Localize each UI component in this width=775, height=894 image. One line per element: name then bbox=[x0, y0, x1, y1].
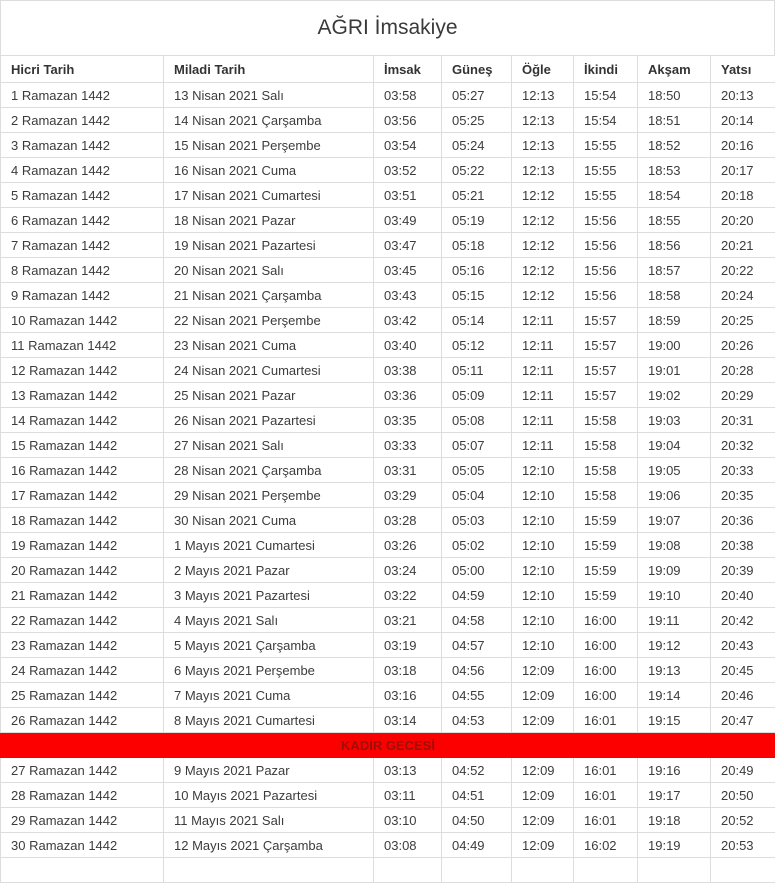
imsak-cell: 03:52 bbox=[374, 158, 442, 183]
hicri-tarih-cell: 14 Ramazan 1442 bbox=[1, 408, 164, 433]
hicri-tarih-cell: 1 Ramazan 1442 bbox=[1, 83, 164, 108]
miladi-tarih-cell: 23 Nisan 2021 Cuma bbox=[164, 333, 374, 358]
ikindi-cell: 16:01 bbox=[574, 808, 638, 833]
yatsi-cell: 20:31 bbox=[711, 408, 775, 433]
miladi-tarih-cell: 3 Mayıs 2021 Pazartesi bbox=[164, 583, 374, 608]
column-header-aksam: Akşam bbox=[638, 56, 711, 83]
aksam-cell: 18:55 bbox=[638, 208, 711, 233]
imsak-cell: 03:54 bbox=[374, 133, 442, 158]
yatsi-cell: 20:52 bbox=[711, 808, 775, 833]
gunes-cell: 05:00 bbox=[442, 558, 512, 583]
column-header-yatsi: Yatsı bbox=[711, 56, 775, 83]
hicri-tarih-cell: 11 Ramazan 1442 bbox=[1, 333, 164, 358]
aksam-cell: 19:07 bbox=[638, 508, 711, 533]
miladi-tarih-cell: 11 Mayıs 2021 Salı bbox=[164, 808, 374, 833]
ogle-cell: 12:09 bbox=[512, 808, 574, 833]
hicri-tarih-cell: 20 Ramazan 1442 bbox=[1, 558, 164, 583]
gunes-cell: 05:18 bbox=[442, 233, 512, 258]
imsak-cell: 03:43 bbox=[374, 283, 442, 308]
imsak-cell: 03:22 bbox=[374, 583, 442, 608]
miladi-tarih-cell: 7 Mayıs 2021 Cuma bbox=[164, 683, 374, 708]
gunes-cell: 04:56 bbox=[442, 658, 512, 683]
ogle-cell: 12:11 bbox=[512, 383, 574, 408]
prayer-table-body bbox=[1, 83, 775, 883]
gunes-cell: 04:52 bbox=[442, 758, 512, 783]
gunes-cell: 05:25 bbox=[442, 108, 512, 133]
gunes-cell: 05:24 bbox=[442, 133, 512, 158]
ikindi-cell: 16:02 bbox=[574, 833, 638, 858]
hicri-tarih-cell: 28 Ramazan 1442 bbox=[1, 783, 164, 808]
ikindi-cell: 15:55 bbox=[574, 133, 638, 158]
table-header bbox=[1, 56, 775, 83]
miladi-tarih-cell: 24 Nisan 2021 Cumartesi bbox=[164, 358, 374, 383]
table-row bbox=[1, 283, 775, 308]
ogle-cell: 12:10 bbox=[512, 583, 574, 608]
table-row bbox=[1, 633, 775, 658]
ogle-cell: 12:09 bbox=[512, 783, 574, 808]
hicri-tarih-cell bbox=[1, 858, 164, 883]
table-row bbox=[1, 583, 775, 608]
table-row bbox=[1, 483, 775, 508]
miladi-tarih-cell: 8 Mayıs 2021 Cumartesi bbox=[164, 708, 374, 733]
miladi-tarih-cell: 29 Nisan 2021 Perşembe bbox=[164, 483, 374, 508]
miladi-tarih-cell: 21 Nisan 2021 Çarşamba bbox=[164, 283, 374, 308]
imsak-cell: 03:19 bbox=[374, 633, 442, 658]
ikindi-cell: 16:00 bbox=[574, 683, 638, 708]
miladi-tarih-cell: 16 Nisan 2021 Cuma bbox=[164, 158, 374, 183]
yatsi-cell: 20:13 bbox=[711, 83, 775, 108]
table-row bbox=[1, 533, 775, 558]
aksam-cell: 19:18 bbox=[638, 808, 711, 833]
column-header-gunes: Güneş bbox=[442, 56, 512, 83]
hicri-tarih-cell: 18 Ramazan 1442 bbox=[1, 508, 164, 533]
ikindi-cell: 16:00 bbox=[574, 608, 638, 633]
imsak-cell bbox=[374, 858, 442, 883]
ikindi-cell: 16:01 bbox=[574, 708, 638, 733]
ikindi-cell: 16:01 bbox=[574, 758, 638, 783]
ogle-cell: 12:10 bbox=[512, 633, 574, 658]
hicri-tarih-cell: 10 Ramazan 1442 bbox=[1, 308, 164, 333]
yatsi-cell: 20:45 bbox=[711, 658, 775, 683]
aksam-cell: 19:19 bbox=[638, 833, 711, 858]
table-row bbox=[1, 208, 775, 233]
yatsi-cell: 20:32 bbox=[711, 433, 775, 458]
hicri-tarih-cell: 19 Ramazan 1442 bbox=[1, 533, 164, 558]
hicri-tarih-cell: 23 Ramazan 1442 bbox=[1, 633, 164, 658]
table-row bbox=[1, 858, 775, 883]
hicri-tarih-cell: 15 Ramazan 1442 bbox=[1, 433, 164, 458]
hicri-tarih-cell: 9 Ramazan 1442 bbox=[1, 283, 164, 308]
hicri-tarih-cell: 26 Ramazan 1442 bbox=[1, 708, 164, 733]
ogle-cell: 12:10 bbox=[512, 558, 574, 583]
miladi-tarih-cell: 13 Nisan 2021 Salı bbox=[164, 83, 374, 108]
hicri-tarih-cell: 29 Ramazan 1442 bbox=[1, 808, 164, 833]
imsak-cell: 03:26 bbox=[374, 533, 442, 558]
aksam-cell: 19:13 bbox=[638, 658, 711, 683]
imsak-cell: 03:56 bbox=[374, 108, 442, 133]
miladi-tarih-cell: 15 Nisan 2021 Perşembe bbox=[164, 133, 374, 158]
aksam-cell: 19:16 bbox=[638, 758, 711, 783]
ogle-cell: 12:09 bbox=[512, 683, 574, 708]
miladi-tarih-cell: 4 Mayıs 2021 Salı bbox=[164, 608, 374, 633]
gunes-cell: 05:05 bbox=[442, 458, 512, 483]
yatsi-cell: 20:39 bbox=[711, 558, 775, 583]
yatsi-cell: 20:21 bbox=[711, 233, 775, 258]
hicri-tarih-cell: 12 Ramazan 1442 bbox=[1, 358, 164, 383]
gunes-cell: 05:15 bbox=[442, 283, 512, 308]
ogle-cell: 12:10 bbox=[512, 608, 574, 633]
ikindi-cell: 15:59 bbox=[574, 508, 638, 533]
gunes-cell: 05:09 bbox=[442, 383, 512, 408]
ogle-cell: 12:10 bbox=[512, 458, 574, 483]
yatsi-cell: 20:20 bbox=[711, 208, 775, 233]
ikindi-cell: 16:01 bbox=[574, 783, 638, 808]
imsak-cell: 03:47 bbox=[374, 233, 442, 258]
aksam-cell: 18:51 bbox=[638, 108, 711, 133]
yatsi-cell: 20:25 bbox=[711, 308, 775, 333]
miladi-tarih-cell: 18 Nisan 2021 Pazar bbox=[164, 208, 374, 233]
yatsi-cell: 20:29 bbox=[711, 383, 775, 408]
table-row bbox=[1, 133, 775, 158]
yatsi-cell: 20:43 bbox=[711, 633, 775, 658]
ikindi-cell: 15:58 bbox=[574, 408, 638, 433]
aksam-cell: 18:58 bbox=[638, 283, 711, 308]
gunes-cell: 04:55 bbox=[442, 683, 512, 708]
table-row bbox=[1, 233, 775, 258]
ogle-cell: 12:12 bbox=[512, 283, 574, 308]
aksam-cell: 18:50 bbox=[638, 83, 711, 108]
ikindi-cell: 15:56 bbox=[574, 233, 638, 258]
aksam-cell: 19:00 bbox=[638, 333, 711, 358]
miladi-tarih-cell: 26 Nisan 2021 Pazartesi bbox=[164, 408, 374, 433]
ogle-cell: 12:13 bbox=[512, 108, 574, 133]
imsak-cell: 03:45 bbox=[374, 258, 442, 283]
imsak-cell: 03:31 bbox=[374, 458, 442, 483]
aksam-cell: 18:57 bbox=[638, 258, 711, 283]
aksam-cell: 19:05 bbox=[638, 458, 711, 483]
ogle-cell: 12:13 bbox=[512, 83, 574, 108]
imsak-cell: 03:58 bbox=[374, 83, 442, 108]
miladi-tarih-cell: 12 Mayıs 2021 Çarşamba bbox=[164, 833, 374, 858]
column-header-miladi-tarih: Miladi Tarih bbox=[164, 56, 374, 83]
yatsi-cell: 20:24 bbox=[711, 283, 775, 308]
ikindi-cell: 16:00 bbox=[574, 633, 638, 658]
ikindi-cell: 15:55 bbox=[574, 158, 638, 183]
ogle-cell: 12:10 bbox=[512, 508, 574, 533]
ikindi-cell: 15:59 bbox=[574, 558, 638, 583]
ogle-cell: 12:13 bbox=[512, 158, 574, 183]
yatsi-cell: 20:42 bbox=[711, 608, 775, 633]
ikindi-cell: 15:57 bbox=[574, 333, 638, 358]
ogle-cell: 12:11 bbox=[512, 433, 574, 458]
ogle-cell: 12:12 bbox=[512, 233, 574, 258]
hicri-tarih-cell: 30 Ramazan 1442 bbox=[1, 833, 164, 858]
imsak-cell: 03:51 bbox=[374, 183, 442, 208]
ikindi-cell: 15:56 bbox=[574, 208, 638, 233]
yatsi-cell: 20:14 bbox=[711, 108, 775, 133]
ogle-cell bbox=[512, 858, 574, 883]
ikindi-cell: 15:57 bbox=[574, 383, 638, 408]
gunes-cell: 05:03 bbox=[442, 508, 512, 533]
aksam-cell: 18:59 bbox=[638, 308, 711, 333]
table-row bbox=[1, 608, 775, 633]
miladi-tarih-cell: 27 Nisan 2021 Salı bbox=[164, 433, 374, 458]
gunes-cell: 05:11 bbox=[442, 358, 512, 383]
hicri-tarih-cell: 7 Ramazan 1442 bbox=[1, 233, 164, 258]
ikindi-cell: 15:59 bbox=[574, 533, 638, 558]
aksam-cell: 19:12 bbox=[638, 633, 711, 658]
ogle-cell: 12:10 bbox=[512, 483, 574, 508]
imsak-cell: 03:16 bbox=[374, 683, 442, 708]
hicri-tarih-cell: 8 Ramazan 1442 bbox=[1, 258, 164, 283]
imsak-cell: 03:14 bbox=[374, 708, 442, 733]
miladi-tarih-cell: 20 Nisan 2021 Salı bbox=[164, 258, 374, 283]
imsak-cell: 03:13 bbox=[374, 758, 442, 783]
miladi-tarih-cell: 5 Mayıs 2021 Çarşamba bbox=[164, 633, 374, 658]
ogle-cell: 12:13 bbox=[512, 133, 574, 158]
miladi-tarih-cell: 2 Mayıs 2021 Pazar bbox=[164, 558, 374, 583]
hicri-tarih-cell: 22 Ramazan 1442 bbox=[1, 608, 164, 633]
gunes-cell: 05:19 bbox=[442, 208, 512, 233]
aksam-cell: 19:11 bbox=[638, 608, 711, 633]
gunes-cell: 04:57 bbox=[442, 633, 512, 658]
ikindi-cell: 15:58 bbox=[574, 433, 638, 458]
column-header-imsak: İmsak bbox=[374, 56, 442, 83]
aksam-cell: 19:04 bbox=[638, 433, 711, 458]
table-row bbox=[1, 708, 775, 733]
ikindi-cell: 16:00 bbox=[574, 658, 638, 683]
miladi-tarih-cell: 17 Nisan 2021 Cumartesi bbox=[164, 183, 374, 208]
miladi-tarih-cell: 10 Mayıs 2021 Pazartesi bbox=[164, 783, 374, 808]
imsak-cell: 03:49 bbox=[374, 208, 442, 233]
table-row bbox=[1, 308, 775, 333]
yatsi-cell: 20:53 bbox=[711, 833, 775, 858]
header-row bbox=[1, 56, 775, 83]
yatsi-cell: 20:49 bbox=[711, 758, 775, 783]
aksam-cell: 19:09 bbox=[638, 558, 711, 583]
gunes-cell: 05:21 bbox=[442, 183, 512, 208]
ikindi-cell: 15:59 bbox=[574, 583, 638, 608]
gunes-cell: 05:02 bbox=[442, 533, 512, 558]
ikindi-cell: 15:54 bbox=[574, 108, 638, 133]
table-row bbox=[1, 108, 775, 133]
kadir-gecesi-label: KADİR GECESİ bbox=[1, 733, 775, 758]
imsak-cell: 03:24 bbox=[374, 558, 442, 583]
aksam-cell: 18:53 bbox=[638, 158, 711, 183]
aksam-cell: 19:14 bbox=[638, 683, 711, 708]
ogle-cell: 12:11 bbox=[512, 408, 574, 433]
hicri-tarih-cell: 24 Ramazan 1442 bbox=[1, 658, 164, 683]
ikindi-cell bbox=[574, 858, 638, 883]
ikindi-cell: 15:55 bbox=[574, 183, 638, 208]
aksam-cell: 18:56 bbox=[638, 233, 711, 258]
yatsi-cell: 20:40 bbox=[711, 583, 775, 608]
gunes-cell: 05:07 bbox=[442, 433, 512, 458]
imsak-cell: 03:36 bbox=[374, 383, 442, 408]
imsak-cell: 03:21 bbox=[374, 608, 442, 633]
gunes-cell: 05:08 bbox=[442, 408, 512, 433]
hicri-tarih-cell: 13 Ramazan 1442 bbox=[1, 383, 164, 408]
ogle-cell: 12:12 bbox=[512, 258, 574, 283]
yatsi-cell: 20:35 bbox=[711, 483, 775, 508]
yatsi-cell bbox=[711, 858, 775, 883]
hicri-tarih-cell: 4 Ramazan 1442 bbox=[1, 158, 164, 183]
yatsi-cell: 20:16 bbox=[711, 133, 775, 158]
aksam-cell: 19:10 bbox=[638, 583, 711, 608]
table-row bbox=[1, 383, 775, 408]
hicri-tarih-cell: 5 Ramazan 1442 bbox=[1, 183, 164, 208]
imsak-cell: 03:40 bbox=[374, 333, 442, 358]
yatsi-cell: 20:18 bbox=[711, 183, 775, 208]
table-row bbox=[1, 808, 775, 833]
aksam-cell: 19:08 bbox=[638, 533, 711, 558]
aksam-cell: 19:17 bbox=[638, 783, 711, 808]
ikindi-cell: 15:57 bbox=[574, 358, 638, 383]
table-row bbox=[1, 183, 775, 208]
gunes-cell: 05:14 bbox=[442, 308, 512, 333]
ogle-cell: 12:11 bbox=[512, 333, 574, 358]
table-row bbox=[1, 458, 775, 483]
ikindi-cell: 15:56 bbox=[574, 258, 638, 283]
gunes-cell: 04:53 bbox=[442, 708, 512, 733]
prayer-times-table bbox=[0, 55, 775, 883]
yatsi-cell: 20:28 bbox=[711, 358, 775, 383]
miladi-tarih-cell: 9 Mayıs 2021 Pazar bbox=[164, 758, 374, 783]
table-row bbox=[1, 758, 775, 783]
miladi-tarih-cell: 25 Nisan 2021 Pazar bbox=[164, 383, 374, 408]
aksam-cell bbox=[638, 858, 711, 883]
imsak-cell: 03:28 bbox=[374, 508, 442, 533]
yatsi-cell: 20:33 bbox=[711, 458, 775, 483]
gunes-cell: 05:12 bbox=[442, 333, 512, 358]
yatsi-cell: 20:22 bbox=[711, 258, 775, 283]
table-row bbox=[1, 333, 775, 358]
hicri-tarih-cell: 27 Ramazan 1442 bbox=[1, 758, 164, 783]
kadir-gecesi-row bbox=[1, 733, 775, 758]
yatsi-cell: 20:17 bbox=[711, 158, 775, 183]
gunes-cell: 05:22 bbox=[442, 158, 512, 183]
ogle-cell: 12:12 bbox=[512, 208, 574, 233]
ogle-cell: 12:12 bbox=[512, 183, 574, 208]
page-title: AĞRI İmsakiye bbox=[0, 0, 775, 55]
gunes-cell: 05:04 bbox=[442, 483, 512, 508]
aksam-cell: 19:03 bbox=[638, 408, 711, 433]
table-row bbox=[1, 158, 775, 183]
hicri-tarih-cell: 6 Ramazan 1442 bbox=[1, 208, 164, 233]
table-row bbox=[1, 783, 775, 808]
yatsi-cell: 20:47 bbox=[711, 708, 775, 733]
table-row bbox=[1, 83, 775, 108]
miladi-tarih-cell: 6 Mayıs 2021 Perşembe bbox=[164, 658, 374, 683]
ogle-cell: 12:09 bbox=[512, 833, 574, 858]
hicri-tarih-cell: 25 Ramazan 1442 bbox=[1, 683, 164, 708]
table-row bbox=[1, 658, 775, 683]
column-header-ikindi: İkindi bbox=[574, 56, 638, 83]
imsak-cell: 03:18 bbox=[374, 658, 442, 683]
table-row bbox=[1, 408, 775, 433]
yatsi-cell: 20:26 bbox=[711, 333, 775, 358]
gunes-cell: 04:51 bbox=[442, 783, 512, 808]
ikindi-cell: 15:54 bbox=[574, 83, 638, 108]
miladi-tarih-cell: 1 Mayıs 2021 Cumartesi bbox=[164, 533, 374, 558]
imsak-cell: 03:33 bbox=[374, 433, 442, 458]
aksam-cell: 19:06 bbox=[638, 483, 711, 508]
table-row bbox=[1, 258, 775, 283]
yatsi-cell: 20:36 bbox=[711, 508, 775, 533]
aksam-cell: 19:01 bbox=[638, 358, 711, 383]
ogle-cell: 12:09 bbox=[512, 658, 574, 683]
ikindi-cell: 15:57 bbox=[574, 308, 638, 333]
aksam-cell: 19:15 bbox=[638, 708, 711, 733]
imsak-cell: 03:11 bbox=[374, 783, 442, 808]
yatsi-cell: 20:50 bbox=[711, 783, 775, 808]
aksam-cell: 18:54 bbox=[638, 183, 711, 208]
imsak-cell: 03:42 bbox=[374, 308, 442, 333]
yatsi-cell: 20:38 bbox=[711, 533, 775, 558]
miladi-tarih-cell: 14 Nisan 2021 Çarşamba bbox=[164, 108, 374, 133]
imsak-cell: 03:38 bbox=[374, 358, 442, 383]
hicri-tarih-cell: 17 Ramazan 1442 bbox=[1, 483, 164, 508]
table-row bbox=[1, 433, 775, 458]
aksam-cell: 18:52 bbox=[638, 133, 711, 158]
ikindi-cell: 15:56 bbox=[574, 283, 638, 308]
imsak-cell: 03:29 bbox=[374, 483, 442, 508]
gunes-cell: 04:58 bbox=[442, 608, 512, 633]
table-row bbox=[1, 358, 775, 383]
miladi-tarih-cell: 28 Nisan 2021 Çarşamba bbox=[164, 458, 374, 483]
ogle-cell: 12:09 bbox=[512, 758, 574, 783]
column-header-hicri-tarih: Hicri Tarih bbox=[1, 56, 164, 83]
ikindi-cell: 15:58 bbox=[574, 483, 638, 508]
table-row bbox=[1, 833, 775, 858]
gunes-cell bbox=[442, 858, 512, 883]
gunes-cell: 04:49 bbox=[442, 833, 512, 858]
hicri-tarih-cell: 3 Ramazan 1442 bbox=[1, 133, 164, 158]
gunes-cell: 05:16 bbox=[442, 258, 512, 283]
miladi-tarih-cell: 22 Nisan 2021 Perşembe bbox=[164, 308, 374, 333]
hicri-tarih-cell: 16 Ramazan 1442 bbox=[1, 458, 164, 483]
table-row bbox=[1, 508, 775, 533]
miladi-tarih-cell: 19 Nisan 2021 Pazartesi bbox=[164, 233, 374, 258]
miladi-tarih-cell: 30 Nisan 2021 Cuma bbox=[164, 508, 374, 533]
yatsi-cell: 20:46 bbox=[711, 683, 775, 708]
gunes-cell: 04:59 bbox=[442, 583, 512, 608]
imsak-cell: 03:10 bbox=[374, 808, 442, 833]
gunes-cell: 05:27 bbox=[442, 83, 512, 108]
table-row bbox=[1, 558, 775, 583]
hicri-tarih-cell: 21 Ramazan 1442 bbox=[1, 583, 164, 608]
aksam-cell: 19:02 bbox=[638, 383, 711, 408]
table-row bbox=[1, 683, 775, 708]
ogle-cell: 12:10 bbox=[512, 533, 574, 558]
ikindi-cell: 15:58 bbox=[574, 458, 638, 483]
ogle-cell: 12:11 bbox=[512, 358, 574, 383]
ogle-cell: 12:11 bbox=[512, 308, 574, 333]
gunes-cell: 04:50 bbox=[442, 808, 512, 833]
ogle-cell: 12:09 bbox=[512, 708, 574, 733]
column-header-ogle: Öğle bbox=[512, 56, 574, 83]
imsak-cell: 03:08 bbox=[374, 833, 442, 858]
imsak-cell: 03:35 bbox=[374, 408, 442, 433]
miladi-tarih-cell bbox=[164, 858, 374, 883]
hicri-tarih-cell: 2 Ramazan 1442 bbox=[1, 108, 164, 133]
